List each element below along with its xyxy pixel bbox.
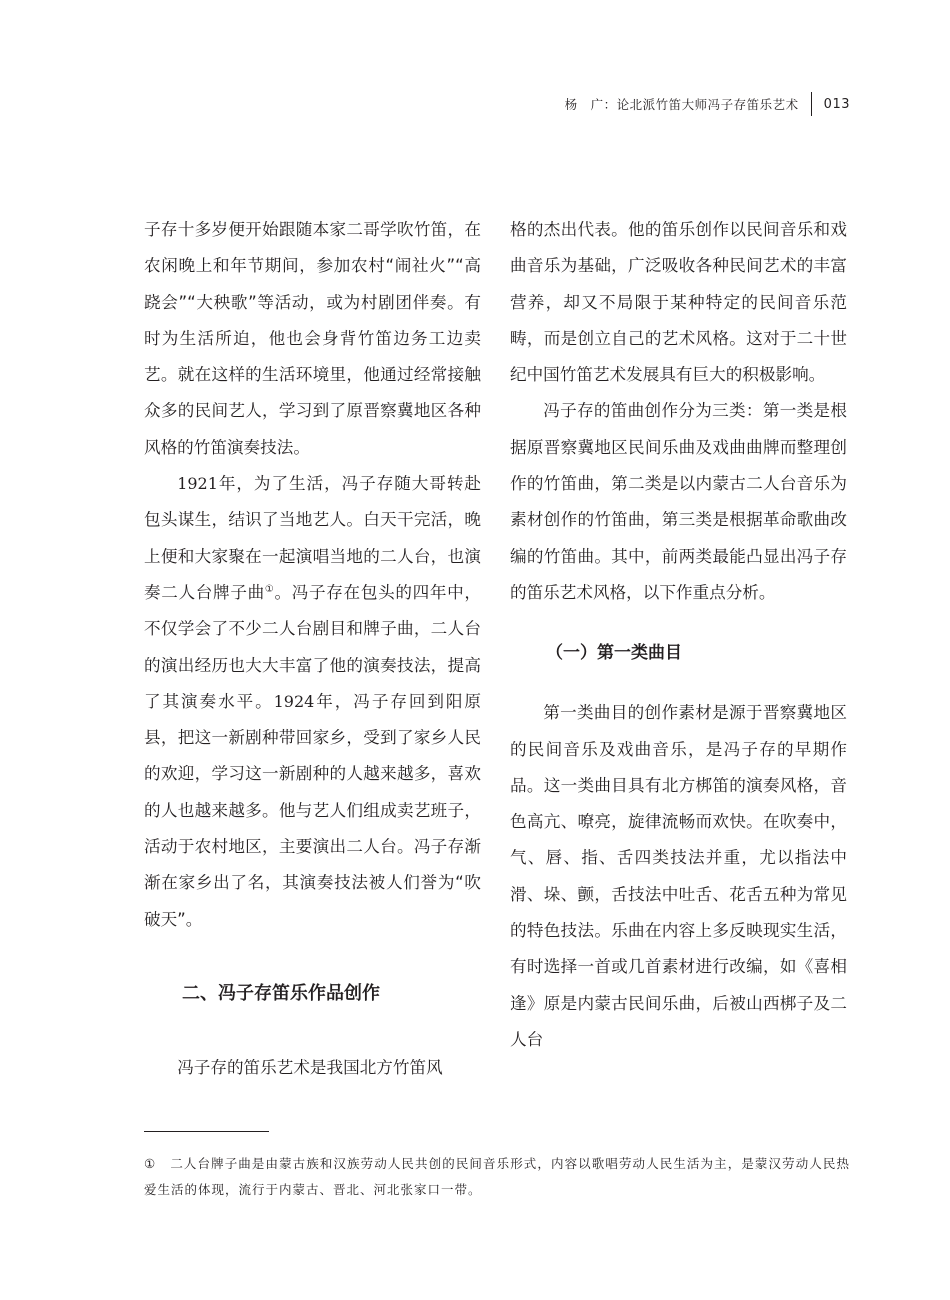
paragraph: 格的杰出代表。他的笛乐创作以民间音乐和戏曲音乐为基础，广泛吸收各种民间艺术的丰富营养，却又不局限于某种特定的民间音乐范畴，而是创立自己的艺术风格。这对于二十世纪中国竹笛艺术发展具有巨大的积极影响。 <box>510 220 847 385</box>
footnote-rule <box>144 1131 269 1132</box>
paragraph: 第一类曲目的创作素材是源于晋察冀地区的民间音乐及戏曲音乐，是冯子存的早期作品。这一类曲目具有北方梆笛的演奏风格，音色高亢、嘹亮，旋律流畅而欢快。在吹奏中，气、唇、指、舌四类技法并重，尤以指法中滑、垛、颤，舌技法中吐舌、花舌五种为常见的特色技法。乐曲在内容上多反映现实生活，有时选择一首或几首素材进行改编，如《喜相逢》原是内蒙古民间乐曲，后被山西梆子及二人台 <box>510 703 847 1049</box>
right-column <box>510 212 847 1058</box>
paragraph-text: 年，冯子存回到阳原县，把这一新剧种带回家乡，受到了家乡人民的欢迎，学习这一新剧种的人越来越多，喜欢的人也越来越多。他与艺人们组成卖艺班子，活动于农村地区，主要演出二人台。冯子存渐渐在家乡出了名，其演奏技法被人们誉为“吹破天”。 <box>144 691 482 929</box>
page-number: 013 <box>823 96 850 112</box>
paragraph <box>144 466 481 938</box>
paragraph: 子存十多岁便开始跟随本家二哥学吹竹笛，在农闲晚上和年节期间，参加农村“闹社火”“高跷会”“大秧歌”等活动，或为村剧团伴奏。有时为生活所迫，他也会身背竹笛边务工边卖艺。就在这样的生活环境里，他通过经常接触众多的民间艺人，学习到了原晋察冀地区各种风格的竹笛演奏技法。 <box>144 220 481 457</box>
footnote-reference[interactable]: ① <box>264 583 275 595</box>
section-heading: 二、冯子存笛乐作品创作 <box>182 982 380 1004</box>
footnote <box>144 1151 850 1203</box>
footnote-text: 二人台牌子曲是由蒙古族和汉族劳动人民共创的民间音乐形式，内容以歌唱劳动人民生活为主，是蒙汉劳动人民热爱生活的体现，流行于内蒙古、晋北、河北张家口一带。 <box>144 1156 850 1197</box>
paragraph-text: 年，为了生活，冯子存随大哥转赴包头谋生，结识了当地艺人。白天干完活，晚上便和大家聚在一起演唱当地的二人台，也演奏二人台牌子曲 <box>144 474 481 602</box>
paragraph: 冯子存的笛曲创作分为三类：第一类是根据原晋察冀地区民间乐曲及戏曲曲牌而整理创作的竹笛曲，第二类是以内蒙古二人台音乐为素材创作的竹笛曲，第三类是根据革命歌曲改编的竹笛曲。其中，前两类最能凸显出冯子存的笛乐艺术风格，以下作重点分析。 <box>510 401 847 602</box>
subsection-heading: （一）第一类曲目 <box>546 643 682 664</box>
running-header <box>565 92 850 116</box>
year: 1921 <box>177 474 218 494</box>
footnote-mark: ① <box>144 1156 157 1171</box>
running-header-title: 杨 广：论北派竹笛大师冯子存笛乐艺术 <box>564 97 799 112</box>
year: 1924 <box>273 691 315 711</box>
paragraph-text: 。冯子存在包头的四年中，不仅学会了不少二人台剧目和牌子曲，二人台的演出经历也大大丰富了他的演奏技法，提高了其演奏水平。 <box>144 582 482 711</box>
left-column <box>144 212 481 1086</box>
paragraph: 冯子存的笛乐艺术是我国北方竹笛风 <box>177 1057 443 1077</box>
